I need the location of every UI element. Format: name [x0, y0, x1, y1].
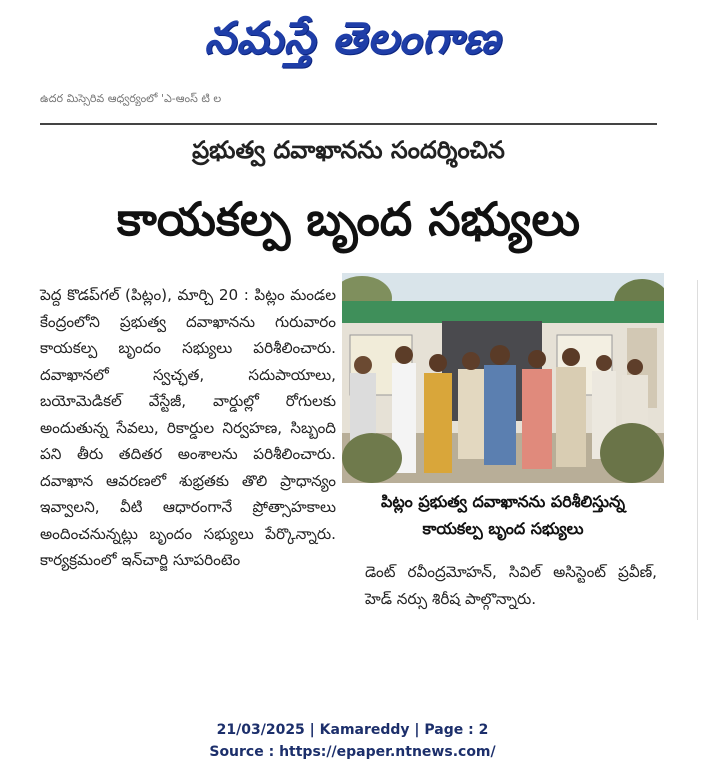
article-photo: [342, 273, 664, 483]
article-body-column-right: [365, 559, 657, 612]
masthead-title: నమస్తే తెలంగాణ: [204, 13, 501, 64]
article-body-column-left: [40, 282, 336, 574]
article-body-right-text: డెంట్ రవీంద్రమోహన్, సివిల్ అసిస్టెంట్ ప్రవీణ్, హెడ్ నర్సు శిరీష పాల్గొన్నారు.: [365, 563, 657, 608]
previous-story-cut-line: ఉదర మిస్సెరివ ఆధ్వర్యంలో 'ఎ-ఆంస్ టి ల: [40, 92, 222, 105]
hospital-visit-photo: [342, 273, 664, 483]
article-headline: కాయకల్ప బృంద సభ్యులు: [116, 192, 581, 246]
masthead-logo: [0, 4, 705, 74]
photo-caption: [342, 488, 664, 542]
footer-source: Source : https://epaper.ntnews.com/: [209, 744, 496, 760]
article-kicker: ప్రభుత్వ దవాఖానను సందర్శించిన: [192, 136, 505, 164]
article-body-left-text: పెద్ద కొడప్‌గల్ (పిట్లం), మార్చి 20 : పిట్లం మండల కేంద్రంలోని ప్రభుత్వ దవాఖానను గురువారం కాయకల్ప బృందం సభ్యులు పరిశీలించారు. దవాఖానలో స్వచ్ఛత, సదుపాయాలు, బయోమెడికల్ వేస్టేజీ, వార్డుల్లో రోగులకు అందుతున్న సేవలు, రికార్డుల నిర్వహణ, సిబ్బంది పని తీరు తదితర అంశాలను పరిశీలించారు. దవాఖాన ఆవరణలో శుభ్రతకు తొలి ప్రాధాన్యం ఇవ్వాలని, వీటి ఆధారంగానే ప్రోత్సాహకాలు అందించనున్నట్లు బృందం సభ్యులు పేర్కొన్నారు. కార్యక్రమంలో ఇన్‌చార్జి సూపరింటెం: [40, 286, 336, 569]
footer-date-edition: 21/03/2025 | Kamareddy | Page : 2: [216, 722, 489, 738]
photo-caption-line-2: కాయకల్ప బృంద సభ్యులు: [422, 519, 584, 538]
photo-caption-line-1: పిట్లం ప్రభుత్వ దవాఖానను పరిశీలిస్తున్న: [380, 492, 626, 511]
page-edge-divider: [697, 280, 705, 620]
section-rule: [40, 123, 657, 125]
